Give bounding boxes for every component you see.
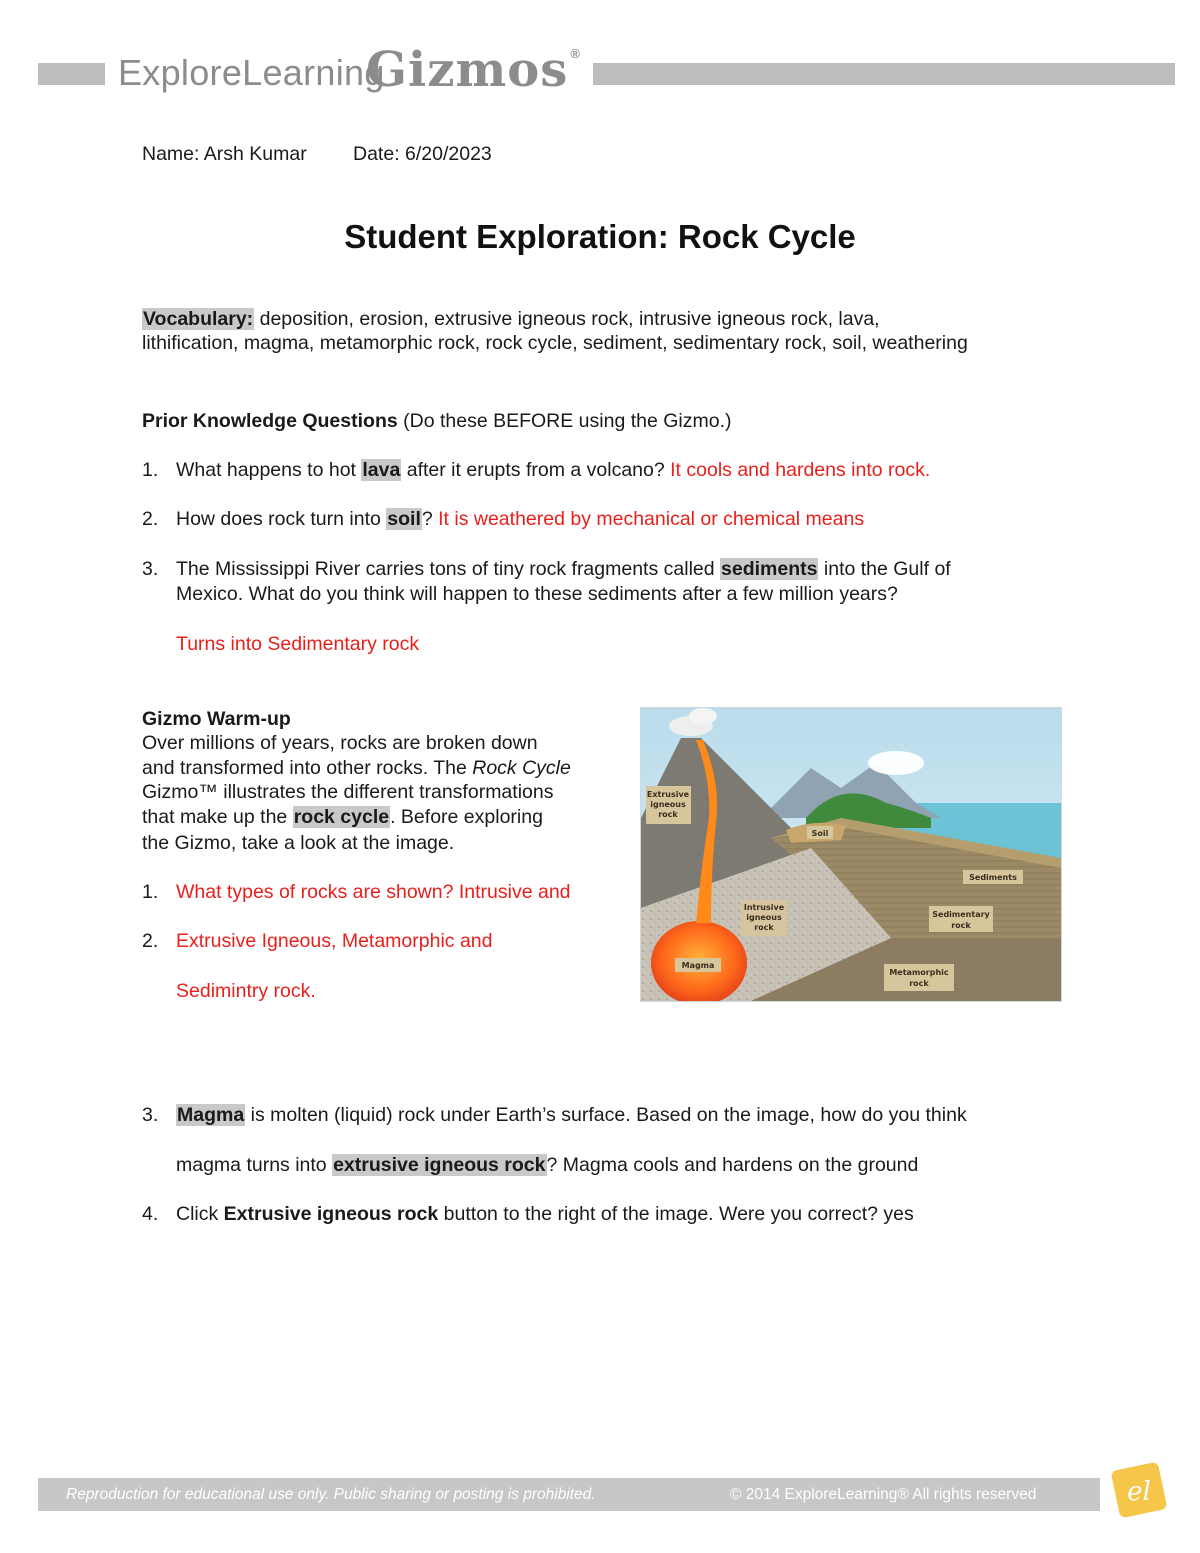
prior-question-3-answer: Turns into Sedimentary rock xyxy=(176,633,420,655)
vocabulary-line-1: Vocabulary: deposition, erosion, extrusive igneous rock, intrusive igneous rock, lava, xyxy=(143,308,880,330)
warmup-paragraph-line: and transformed into other rocks. The Rock Cycle xyxy=(142,757,571,779)
label-intrusive-igneous-rock xyxy=(741,900,787,936)
date-value: 6/20/2023 xyxy=(405,143,492,165)
answer-text: It is weathered by mechanical or chemical means xyxy=(438,508,865,530)
svg-text:Intrusive: Intrusive xyxy=(743,903,785,912)
name-value: Arsh Kumar xyxy=(203,143,307,165)
svg-text:Sedimentary: Sedimentary xyxy=(932,910,990,919)
warmup-paragraph-line: Gizmo™ illustrates the different transformations xyxy=(142,781,554,803)
svg-text:rock: rock xyxy=(951,921,971,930)
svg-text:igneous: igneous xyxy=(746,913,782,922)
header-bar-left xyxy=(38,63,105,85)
brand-explorelearning: ExploreLearning xyxy=(118,52,385,93)
label-sedimentary-rock xyxy=(929,906,993,932)
header-bar-right xyxy=(593,63,1175,85)
svg-text:el: el xyxy=(1127,1477,1151,1507)
answer-text: Extrusive Igneous, Metamorphic and xyxy=(176,930,493,952)
prior-knowledge-heading: Prior Knowledge Questions (Do these BEFORE using the Gizmo.) xyxy=(142,410,732,432)
svg-text:rock: rock xyxy=(658,810,678,819)
label-magma xyxy=(675,958,721,972)
svg-text:Extrusive: Extrusive xyxy=(646,790,690,799)
brand-gizmos: Gizmos ® xyxy=(366,42,581,98)
answer-text: What types of rocks are shown? Intrusive and xyxy=(176,881,571,903)
label-sediments xyxy=(963,870,1023,884)
vocabulary-line-2: lithification, magma, metamorphic rock, rock cycle, sediment, sedimentary rock, soil, weathering xyxy=(142,332,968,354)
vocabulary-label: Vocabulary: xyxy=(143,308,254,330)
rock-cycle-illustration xyxy=(640,707,1062,1002)
footer-copyright: © 2014 ExploreLearning® All rights reserved xyxy=(730,1486,1037,1503)
svg-text:Sediments: Sediments xyxy=(969,873,1017,882)
warmup-paragraph-line: that make up the rock cycle. Before exploring xyxy=(142,806,543,828)
label-soil xyxy=(807,826,833,839)
warmup-paragraph-line: Over millions of years, rocks are broken down xyxy=(142,732,538,754)
svg-text:Magma: Magma xyxy=(681,961,715,970)
page-title: Student Exploration: Rock Cycle xyxy=(344,218,856,255)
warmup-paragraph-line: the Gizmo, take a look at the image. xyxy=(142,832,455,854)
svg-text:Soil: Soil xyxy=(811,829,829,838)
warmup-question-3-line-2: magma turns into extrusive igneous rock? Magma cools and hardens on the ground xyxy=(176,1154,919,1176)
warmup-heading: Gizmo Warm-up xyxy=(142,708,291,730)
svg-text:rock: rock xyxy=(754,923,774,932)
svg-text:rock: rock xyxy=(909,979,929,988)
label-metamorphic-rock xyxy=(884,964,954,991)
warmup-question-2-line-2: Sedimintry rock. xyxy=(176,980,316,1002)
svg-text:igneous: igneous xyxy=(650,800,686,809)
name-line: Name: Arsh Kumar xyxy=(142,143,307,165)
date-line: Date: 6/20/2023 xyxy=(353,143,492,165)
explorelearning-logo-icon xyxy=(1107,1458,1171,1522)
label-extrusive-igneous-rock xyxy=(646,786,691,824)
answer-text: It cools and hardens into rock. xyxy=(670,459,931,481)
footer-disclaimer: Reproduction for educational use only. Public sharing or posting is prohibited. xyxy=(66,1486,596,1503)
prior-question-3-line-2: Mexico. What do you think will happen to these sediments after a few million years? xyxy=(176,583,898,605)
svg-text:Metamorphic: Metamorphic xyxy=(889,968,949,977)
